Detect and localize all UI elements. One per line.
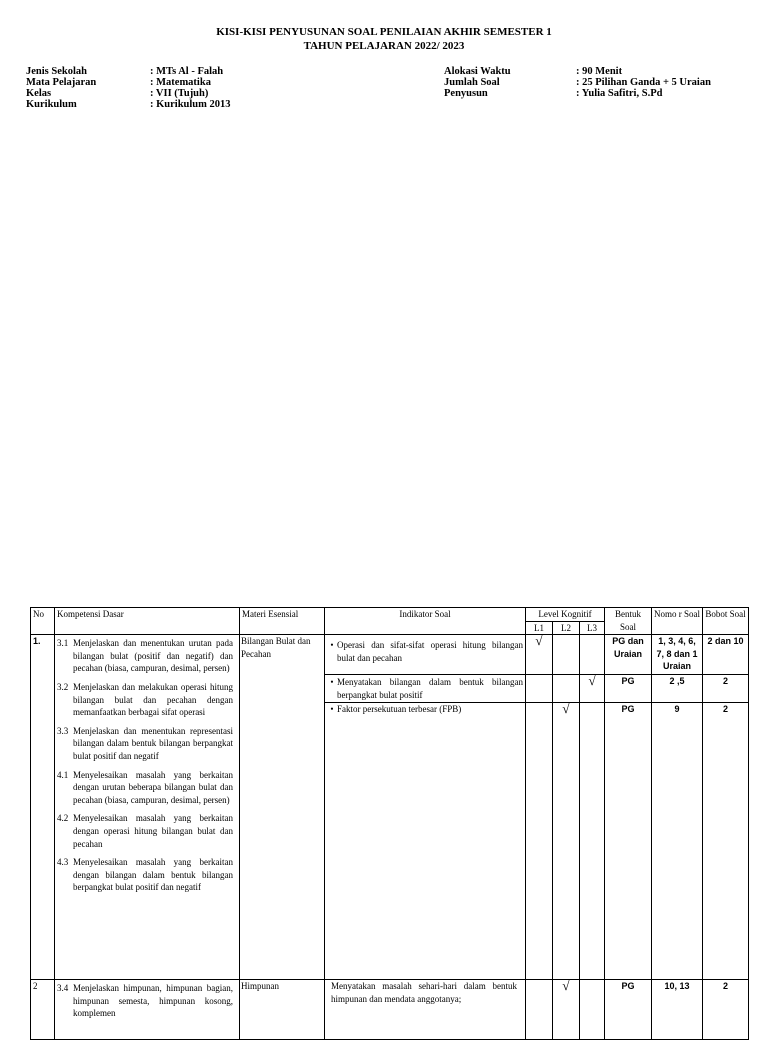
- info-label: Jenis Sekolah: [26, 66, 87, 77]
- row-number: 2: [31, 980, 55, 1040]
- level-l3-cell: [580, 980, 605, 1040]
- level-l2-cell: √: [553, 980, 580, 1040]
- materi-cell: Bilangan Bulat dan Pecahan: [240, 635, 325, 980]
- level-l2-cell: [553, 675, 580, 703]
- indicator-text: Menyatakan masalah sehari-hari dalam bentuk himpunan dan mendata anggotanya;: [331, 981, 517, 1004]
- info-value: : Kurikulum 2013: [150, 99, 231, 110]
- table-row: [31, 980, 749, 1040]
- bobot-cell: 2 dan 10: [703, 635, 749, 675]
- level-l2-cell: [553, 635, 580, 675]
- materi-cell: Himpunan: [240, 980, 325, 1040]
- info-row-school-type: [26, 66, 231, 77]
- nomor-cell: 1, 3, 4, 6, 7, 8 dan 1 Uraian: [652, 635, 703, 675]
- indicator-cell: [325, 980, 526, 1040]
- info-value: : MTs Al - Falah: [150, 66, 224, 77]
- info-row-subject: [26, 77, 231, 88]
- info-value: : Yulia Safitri, S.Pd: [576, 88, 663, 99]
- level-l2-cell: √: [553, 703, 580, 980]
- level-l1-cell: [526, 703, 553, 980]
- kd-item: 4.1 Menyelesaikan masalah yang berkaitan dengan urutan beberapa bilangan bulat dan pecahan (biasa, campuran, desimal, persen): [57, 769, 233, 805]
- info-value: : 25 Pilihan Ganda + 5 Uraian: [576, 77, 711, 88]
- info-row-author: [444, 88, 711, 99]
- level-l1-cell: √: [526, 635, 553, 675]
- indicator-text: Menyatakan bilangan dalam bentuk bilangan berpangkat bulat positif: [337, 677, 523, 700]
- kd-item: 4.2 Menyelesaikan masalah yang berkaitan dengan operasi hitung bilangan bulat dan pecahan: [57, 813, 233, 849]
- header-bobot: Bobot Soal: [703, 608, 749, 635]
- header-indikator: Indikator Soal: [325, 608, 526, 635]
- indicator-cell: [325, 635, 526, 675]
- bentuk-cell: PG: [605, 703, 652, 980]
- header-no: No: [31, 608, 55, 635]
- bobot-cell: 2: [703, 980, 749, 1040]
- table-row: [31, 635, 749, 675]
- info-row-curriculum: [26, 99, 231, 110]
- info-value: : 90 Menit: [576, 66, 623, 77]
- nomor-cell: 2 ,5: [652, 675, 703, 703]
- info-label: Jumlah Soal: [444, 77, 500, 88]
- kd-item: 3.3 Menjelaskan dan menentukan representasi bilangan dalam bentuk bilangan berpangkat bulat positif dan negatif: [57, 725, 233, 761]
- row-number: 1.: [31, 635, 55, 980]
- info-label: Penyusun: [444, 88, 488, 99]
- info-label: Kurikulum: [26, 99, 77, 110]
- bullet-icon: •: [330, 640, 334, 651]
- header-l2: L2: [553, 621, 580, 635]
- header-l1: L1: [526, 621, 553, 635]
- info-label: Alokasi Waktu: [444, 66, 511, 77]
- header-kd: Kompetensi Dasar: [55, 608, 240, 635]
- document-title: KISI-KISI PENYUSUNAN SOAL PENILAIAN AKHIR SEMESTER 1: [216, 26, 552, 38]
- indicator-text: Operasi dan sifat-sifat operasi hitung bilangan bulat dan pecahan: [337, 640, 523, 663]
- kd-item: 3.4 Menjelaskan himpunan, himpunan bagian, himpunan semesta, himpunan kosong, komplemen: [57, 983, 233, 1019]
- level-l1-cell: [526, 980, 553, 1040]
- header-nomor: Nomo r Soal: [652, 608, 703, 635]
- bullet-icon: •: [330, 677, 334, 688]
- kd-cell: [55, 635, 240, 980]
- header-level: Level Kognitif: [526, 608, 605, 622]
- header-materi: Materi Esensial: [240, 608, 325, 635]
- info-row-question-count: [444, 77, 711, 88]
- bullet-icon: •: [330, 704, 334, 715]
- indicator-cell: [325, 675, 526, 703]
- bobot-cell: 2: [703, 703, 749, 980]
- document-subtitle: TAHUN PELAJARAN 2022/ 2023: [303, 40, 465, 52]
- kd-item: 3.1 Menjelaskan dan menentukan urutan pada bilangan bulat (positif dan negatif) dan pecahan (biasa, campuran, desimal, persen): [57, 638, 233, 674]
- school-info: [26, 66, 231, 110]
- info-label: Kelas: [26, 88, 52, 99]
- info-value: : Matematika: [150, 77, 211, 88]
- nomor-cell: 10, 13: [652, 980, 703, 1040]
- kd-cell: [55, 980, 240, 1040]
- kd-item: 3.2 Menjelaskan dan melakukan operasi hitung bilangan bulat dan pecahan dengan memanfaatkan berbagai sifat operasi: [57, 681, 233, 718]
- info-row-class: [26, 88, 231, 99]
- bobot-cell: 2: [703, 675, 749, 703]
- kd-item: 4.3 Menyelesaikan masalah yang berkaitan dengan bilangan dalam bentuk bilangan berpangkat bulat positif dan negatif: [57, 857, 233, 893]
- info-row-time: [444, 66, 711, 77]
- level-l3-cell: √: [580, 675, 605, 703]
- level-l3-cell: [580, 635, 605, 675]
- level-l1-cell: [526, 675, 553, 703]
- header-l3: L3: [580, 621, 605, 635]
- info-value: : VII (Tujuh): [150, 88, 209, 99]
- info-label: Mata Pelajaran: [26, 77, 97, 88]
- level-l3-cell: [580, 703, 605, 980]
- bentuk-cell: PG: [605, 980, 652, 1040]
- bentuk-cell: PG dan Uraian: [605, 635, 652, 675]
- indicator-text: Faktor persekutuan terbesar (FPB): [337, 704, 462, 715]
- exam-info: [444, 66, 711, 99]
- kisi-kisi-table: [30, 607, 749, 1040]
- bentuk-cell: PG: [605, 675, 652, 703]
- indicator-cell: [325, 703, 526, 980]
- header-bentuk: Bentuk Soal: [605, 608, 652, 635]
- nomor-cell: 9: [652, 703, 703, 980]
